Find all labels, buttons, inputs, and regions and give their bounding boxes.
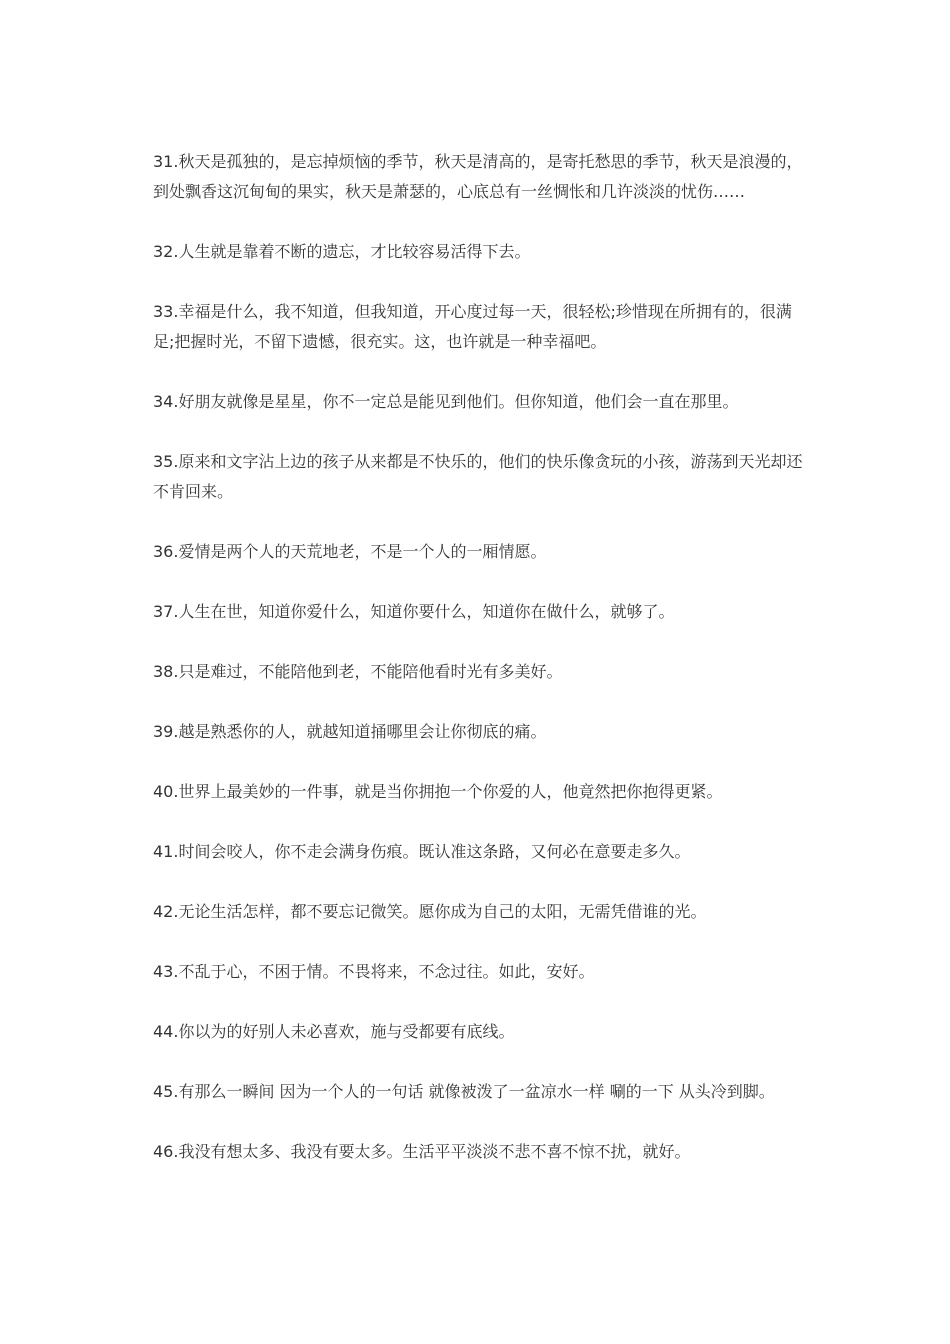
paragraph-45: 45.有那么一瞬间 因为一个人的一句话 就像被泼了一盆凉水一样 唰的一下 从头冷到脚。 [153, 1082, 775, 1101]
paragraph-35: 35.原来和文字沾上边的孩子从来都是不快乐的，他们的快乐像贪玩的小孩，游荡到天光却还不肯回来。 [153, 452, 803, 501]
paragraph-46: 46.我没有想太多、我没有要太多。生活平平淡淡不悲不喜不惊不扰，就好。 [153, 1142, 691, 1161]
paragraph-31: 31.秋天是孤独的，是忘掉烦恼的季节，秋天是清高的，是寄托愁思的季节，秋天是浪漫的，到处飘香这沉甸甸的果实，秋天是萧瑟的，心底总有一丝惆怅和几许淡淡的忧伤…… [153, 152, 803, 201]
paragraph-42: 42.无论生活怎样，都不要忘记微笑。愿你成为自己的太阳，无需凭借谁的光。 [153, 902, 707, 921]
paragraph-37: 37.人生在世，知道你爱什么，知道你要什么，知道你在做什么，就够了。 [153, 602, 675, 621]
paragraph-39: 39.越是熟悉你的人，就越知道捅哪里会让你彻底的痛。 [153, 722, 547, 741]
paragraph-38: 38.只是难过，不能陪他到老，不能陪他看时光有多美好。 [153, 662, 563, 681]
paragraph-32: 32.人生就是靠着不断的遗忘，才比较容易活得下去。 [153, 242, 531, 261]
paragraph-40: 40.世界上最美妙的一件事，就是当你拥抱一个你爱的人，他竟然把你抱得更紧。 [153, 782, 723, 801]
paragraph-41: 41.时间会咬人，你不走会满身伤痕。既认准这条路，又何必在意要走多久。 [153, 842, 691, 861]
paragraph-43: 43.不乱于心，不困于情。不畏将来，不念过往。如此，安好。 [153, 962, 595, 981]
paragraph-44: 44.你以为的好别人未必喜欢，施与受都要有底线。 [153, 1022, 515, 1041]
document-body [153, 147, 805, 1197]
paragraph-33: 33.幸福是什么，我不知道，但我知道，开心度过每一天，很轻松;珍惜现在所拥有的，很满足;把握时光，不留下遗憾，很充实。这，也许就是一种幸福吧。 [153, 302, 792, 351]
paragraph-36: 36.爱情是两个人的天荒地老，不是一个人的一厢情愿。 [153, 542, 547, 561]
paragraph-34: 34.好朋友就像是星星，你不一定总是能见到他们。但你知道，他们会一直在那里。 [153, 392, 739, 411]
